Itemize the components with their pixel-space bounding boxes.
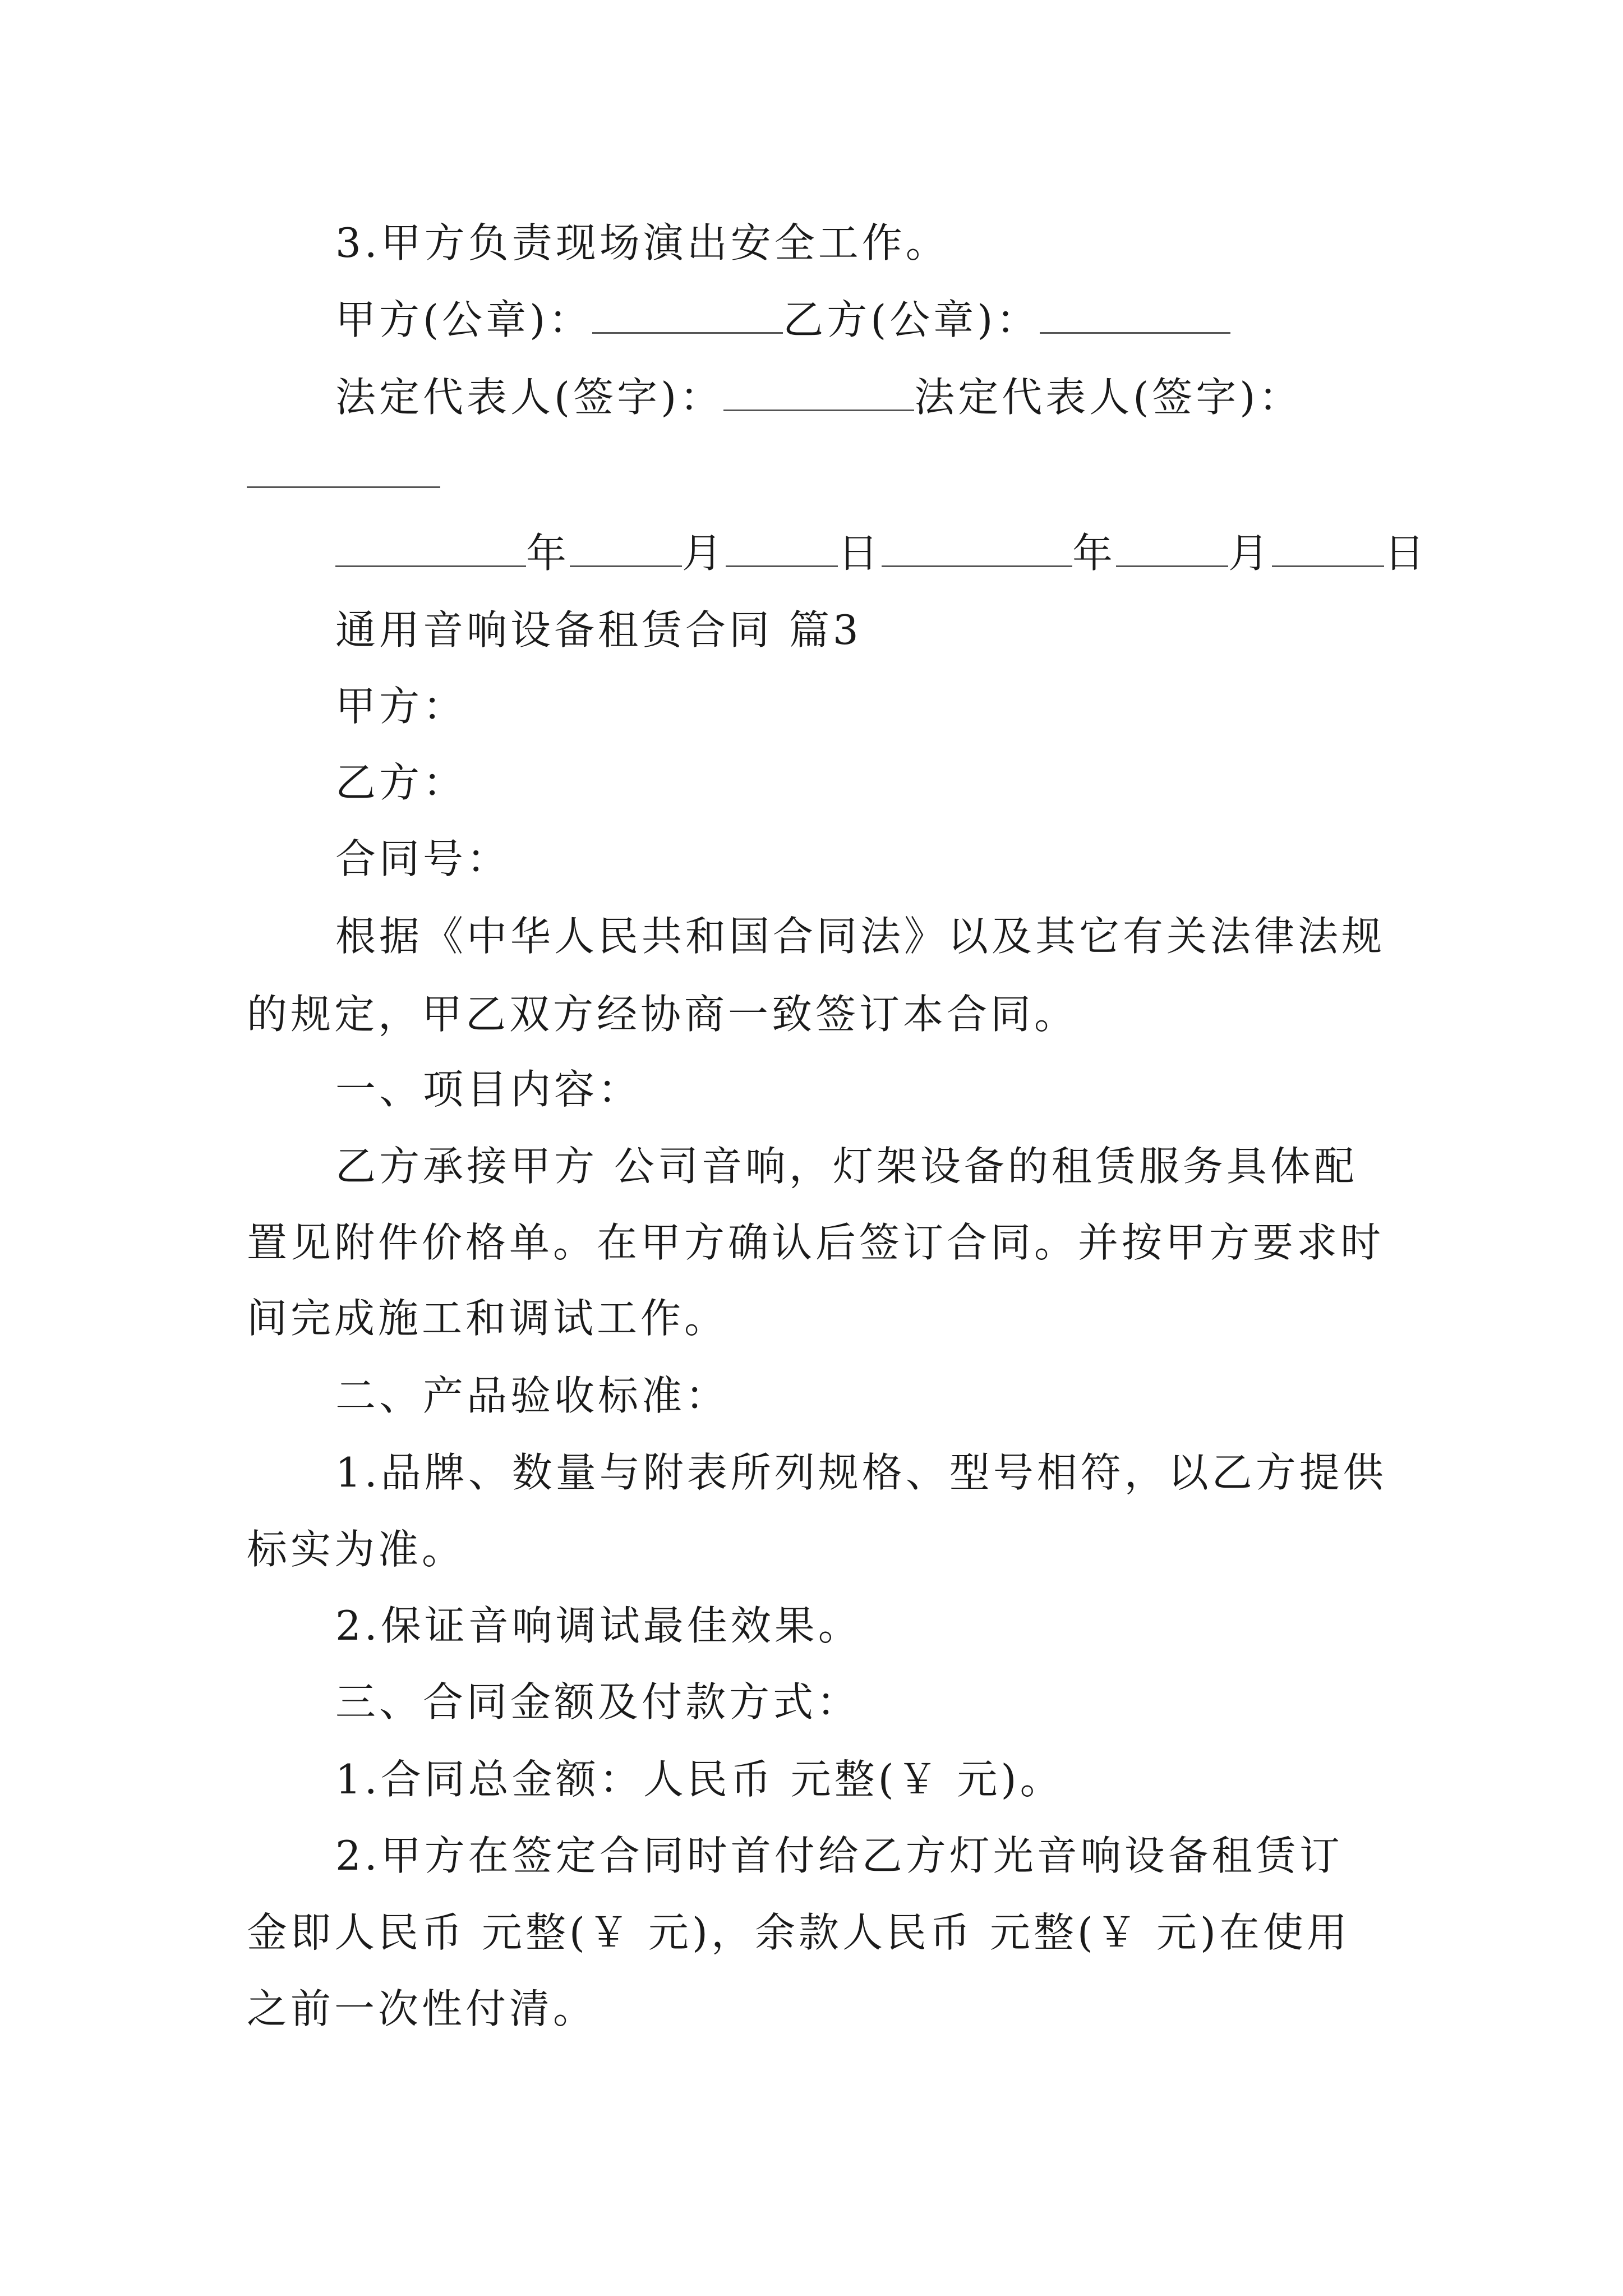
year-label: 年: [526, 530, 570, 577]
section-3-item-2-line-3: 之前一次性付清。: [247, 1985, 597, 2032]
day-label: 日: [838, 530, 882, 577]
party-a-label: 甲方：: [335, 683, 467, 730]
party-b-label: 乙方：: [335, 759, 467, 806]
rep-a-label: 法定代表人(签字)：: [335, 374, 724, 421]
section-2-item-1-line-1: 1.品牌、数量与附表所列规格、型号相符，以乙方提供: [335, 1449, 1387, 1496]
intro-line-1: 根据《中华人民共和国合同法》以及其它有关法律法规: [335, 913, 1386, 960]
section-3-item-2-line-2: 金即人民币 元整(￥ 元)，余款人民币 元整(￥ 元)在使用: [247, 1909, 1350, 1956]
section-1-line-1: 乙方承接甲方 公司音响，灯架设备的租赁服务具体配: [335, 1143, 1358, 1190]
year-blank-2: [882, 528, 1072, 567]
party-a-seal-blank: [592, 295, 783, 334]
month-blank: [570, 528, 682, 567]
section-3-title: 三、合同金额及付款方式：: [335, 1678, 861, 1726]
date-line: [335, 526, 1428, 580]
month-blank-2: [1116, 528, 1228, 567]
representative-line: [335, 370, 1302, 424]
party-b-seal-blank: [1040, 295, 1230, 334]
section-3-item-1: 1.合同总金额：人民币 元整(￥ 元)。: [335, 1756, 1064, 1803]
day-blank: [726, 528, 838, 567]
clause-3-safety: 3.甲方负责现场演出安全工作。: [335, 219, 949, 266]
day-blank-2: [1272, 528, 1384, 567]
rep-b-blank: [247, 486, 440, 488]
party-a-seal-label: 甲方(公章)：: [335, 296, 593, 343]
month-label-2: 月: [1228, 530, 1272, 577]
party-b-seal-label: 乙方(公章)：: [783, 296, 1040, 343]
day-label-2: 日: [1384, 530, 1428, 577]
year-blank: [335, 528, 526, 567]
intro-line-2: 的规定，甲乙双方经协商一致签订本合同。: [247, 991, 1078, 1038]
contract-number-label: 合同号：: [335, 835, 511, 882]
section-2-title: 二、产品验收标准：: [335, 1372, 730, 1419]
year-label-2: 年: [1072, 530, 1117, 577]
rep-b-label: 法定代表人(签字)：: [914, 374, 1303, 421]
rep-a-blank: [723, 372, 914, 411]
section-2-item-2: 2.保证音响调试最佳效果。: [335, 1602, 862, 1649]
section-3-item-2-line-1: 2.甲方在签定合同时首付给乙方灯光音响设备租赁订: [335, 1832, 1343, 1879]
section-2-item-1-line-2: 标实为准。: [247, 1526, 466, 1573]
section-1-line-2: 置见附件价格单。在甲方确认后签订合同。并按甲方要求时: [247, 1219, 1385, 1266]
seal-line: [335, 293, 1230, 347]
month-label: 月: [682, 530, 726, 577]
section-heading: 通用音响设备租赁合同 篇3: [335, 606, 862, 654]
section-1-line-3: 间完成施工和调试工作。: [247, 1295, 728, 1342]
section-1-title: 一、项目内容：: [335, 1066, 642, 1113]
